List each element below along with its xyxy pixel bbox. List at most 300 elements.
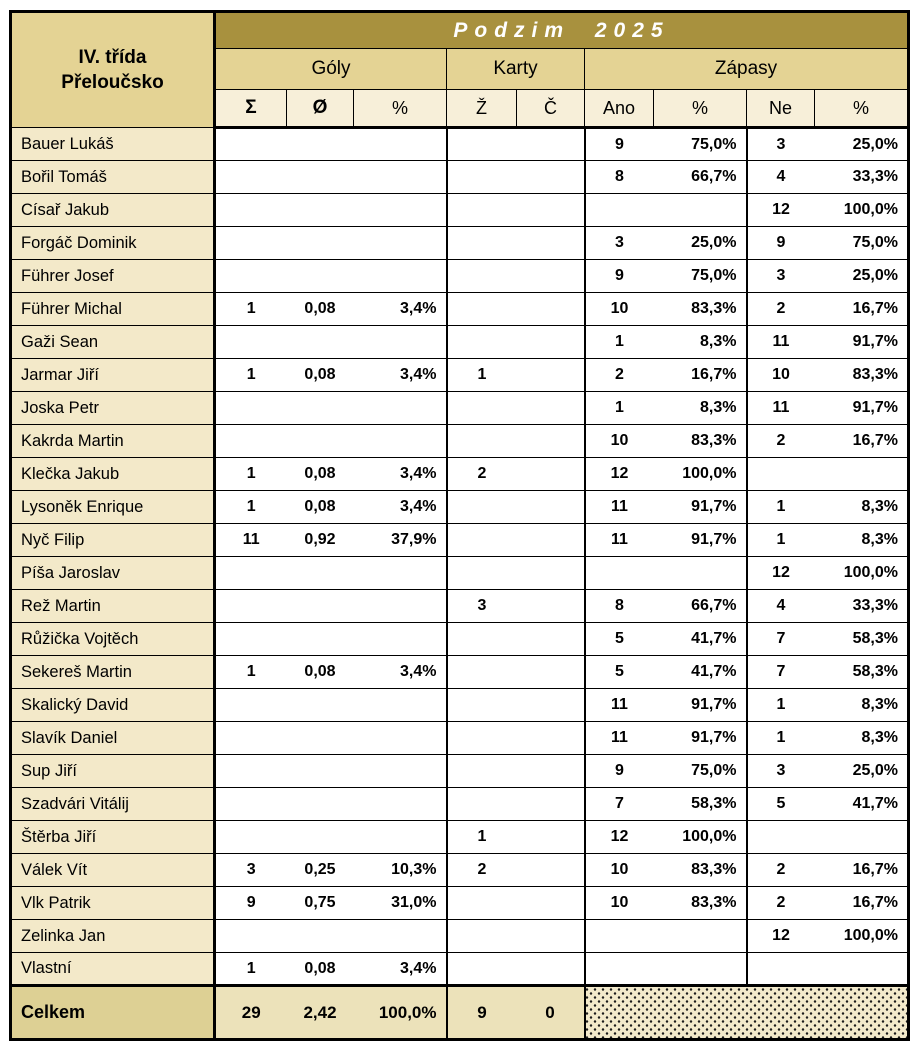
yellow-cards-cell [447,227,517,260]
totals-row [11,986,909,1040]
player-row [11,425,909,458]
red-cards-cell [517,854,585,887]
yellow-cards-cell [447,194,517,227]
yellow-cards-cell [447,491,517,524]
matches-missed-pct-cell: 100,0% [815,557,909,590]
goals-pct-cell [354,161,447,194]
matches-played-cell: 8 [585,590,654,623]
goals-pct-cell [354,623,447,656]
goals-sum-cell [215,623,287,656]
goals-avg-cell [287,821,354,854]
goals-pct-cell [354,788,447,821]
matches-missed-cell: 3 [747,755,815,788]
yellow-cards-cell: 3 [447,590,517,623]
matches-missed-cell: 12 [747,557,815,590]
goals-avg-cell [287,260,354,293]
col-goals-pct-header: % [354,90,447,128]
matches-played-cell: 11 [585,689,654,722]
goals-pct-cell [354,260,447,293]
goals-pct-cell [354,920,447,953]
red-cards-cell [517,227,585,260]
matches-played-cell: 11 [585,491,654,524]
matches-played-cell: 3 [585,227,654,260]
yellow-cards-cell: 2 [447,854,517,887]
goals-avg-cell [287,227,354,260]
matches-played-pct-cell: 83,3% [654,293,747,326]
player-name-cell: Bořil Tomáš [11,161,215,194]
goals-pct-cell [354,557,447,590]
matches-played-cell: 5 [585,656,654,689]
matches-missed-pct-cell: 91,7% [815,392,909,425]
player-row [11,920,909,953]
player-row [11,227,909,260]
player-name-cell: Szadvári Vitálij [11,788,215,821]
season-title: Podzim 2025 [215,12,909,49]
matches-played-pct-cell: 83,3% [654,425,747,458]
matches-missed-pct-cell: 16,7% [815,293,909,326]
matches-missed-cell [747,458,815,491]
red-cards-cell [517,590,585,623]
red-cards-cell [517,260,585,293]
goals-sum-cell [215,722,287,755]
matches-missed-pct-cell: 25,0% [815,128,909,161]
red-cards-cell [517,887,585,920]
goals-pct-cell: 3,4% [354,491,447,524]
player-name-cell: Válek Vít [11,854,215,887]
red-cards-cell [517,326,585,359]
matches-missed-cell: 2 [747,293,815,326]
goals-avg-cell: 0,08 [287,293,354,326]
goals-pct-cell [354,227,447,260]
matches-played-pct-cell [654,194,747,227]
goals-avg-cell [287,920,354,953]
matches-played-pct-cell: 91,7% [654,722,747,755]
matches-played-pct-cell: 25,0% [654,227,747,260]
matches-played-cell: 12 [585,458,654,491]
matches-played-cell [585,194,654,227]
goals-avg-cell: 0,75 [287,887,354,920]
matches-missed-pct-cell: 91,7% [815,326,909,359]
yellow-cards-cell [447,293,517,326]
col-red-cards-header: Č [517,90,585,128]
player-name-cell: Zelinka Jan [11,920,215,953]
yellow-cards-cell [447,788,517,821]
goals-sum-cell [215,260,287,293]
goals-sum-cell [215,920,287,953]
red-cards-cell [517,161,585,194]
yellow-cards-cell [447,260,517,293]
yellow-cards-cell [447,326,517,359]
matches-missed-pct-cell: 25,0% [815,260,909,293]
matches-missed-cell: 3 [747,260,815,293]
totals-goals-pct-cell: 100,0% [354,986,447,1040]
goals-pct-cell [354,821,447,854]
red-cards-cell [517,788,585,821]
matches-missed-pct-cell: 41,7% [815,788,909,821]
goals-pct-cell: 37,9% [354,524,447,557]
season-header-row [11,12,909,49]
goals-avg-cell [287,722,354,755]
goals-sum-cell: 1 [215,458,287,491]
goals-pct-cell: 3,4% [354,359,447,392]
goals-avg-cell [287,128,354,161]
player-row [11,854,909,887]
matches-missed-cell [747,821,815,854]
matches-played-cell [585,920,654,953]
matches-missed-pct-cell: 100,0% [815,920,909,953]
yellow-cards-cell [447,161,517,194]
goals-pct-cell [354,392,447,425]
goals-pct-cell [354,590,447,623]
matches-played-cell [585,953,654,986]
matches-played-cell: 1 [585,392,654,425]
player-name-cell: Lysoněk Enrique [11,491,215,524]
matches-missed-cell: 7 [747,623,815,656]
matches-missed-cell: 11 [747,392,815,425]
matches-missed-cell: 1 [747,524,815,557]
player-row [11,392,909,425]
matches-played-pct-cell: 75,0% [654,128,747,161]
player-row [11,326,909,359]
matches-played-cell: 12 [585,821,654,854]
group-matches-header: Zápasy [585,49,909,90]
player-name-cell: Vlastní [11,953,215,986]
red-cards-cell [517,953,585,986]
matches-played-pct-cell: 83,3% [654,854,747,887]
player-row [11,128,909,161]
player-name-cell: Růžička Vojtěch [11,623,215,656]
matches-played-pct-cell [654,557,747,590]
goals-avg-cell: 0,92 [287,524,354,557]
player-stats-table [9,10,910,1041]
yellow-cards-cell [447,425,517,458]
goals-sum-cell: 9 [215,887,287,920]
matches-missed-pct-cell [815,821,909,854]
goals-pct-cell [354,194,447,227]
goals-pct-cell: 31,0% [354,887,447,920]
matches-missed-cell: 12 [747,920,815,953]
matches-played-cell: 2 [585,359,654,392]
goals-pct-cell [354,755,447,788]
group-cards-header: Karty [447,49,585,90]
goals-avg-cell [287,194,354,227]
red-cards-cell [517,359,585,392]
red-cards-cell [517,623,585,656]
totals-red-cards-cell: 0 [517,986,585,1040]
player-name-cell: Slavík Daniel [11,722,215,755]
matches-missed-cell [747,953,815,986]
player-name-cell: Rež Martin [11,590,215,623]
col-matches-played-pct-header: % [654,90,747,128]
goals-pct-cell [354,722,447,755]
matches-missed-pct-cell [815,953,909,986]
player-name-cell: Klečka Jakub [11,458,215,491]
goals-pct-cell: 3,4% [354,293,447,326]
goals-pct-cell [354,425,447,458]
yellow-cards-cell [447,920,517,953]
goals-sum-cell [215,128,287,161]
player-row [11,656,909,689]
goals-sum-cell: 1 [215,953,287,986]
player-row [11,491,909,524]
yellow-cards-cell [447,524,517,557]
yellow-cards-cell [447,128,517,161]
matches-played-cell: 11 [585,722,654,755]
matches-missed-cell: 10 [747,359,815,392]
player-name-cell: Skalický David [11,689,215,722]
league-title-line2: Přeloučsko [61,72,164,93]
player-name-cell: Jarmar Jiří [11,359,215,392]
goals-avg-cell [287,755,354,788]
red-cards-cell [517,722,585,755]
matches-played-pct-cell: 75,0% [654,755,747,788]
goals-avg-cell [287,689,354,722]
matches-missed-pct-cell: 100,0% [815,194,909,227]
goals-pct-cell: 3,4% [354,458,447,491]
goals-sum-cell [215,689,287,722]
yellow-cards-cell [447,392,517,425]
matches-played-pct-cell: 8,3% [654,326,747,359]
matches-missed-pct-cell: 75,0% [815,227,909,260]
matches-missed-cell: 3 [747,128,815,161]
matches-played-cell: 10 [585,854,654,887]
matches-played-cell: 5 [585,623,654,656]
matches-played-pct-cell: 8,3% [654,392,747,425]
goals-sum-cell: 1 [215,359,287,392]
player-name-cell: Forgáč Dominik [11,227,215,260]
goals-avg-cell [287,590,354,623]
goals-sum-cell [215,557,287,590]
player-name-cell: Kakrda Martin [11,425,215,458]
matches-played-cell: 10 [585,293,654,326]
goals-sum-cell [215,821,287,854]
yellow-cards-cell [447,953,517,986]
goals-pct-cell: 3,4% [354,953,447,986]
red-cards-cell [517,458,585,491]
yellow-cards-cell: 2 [447,458,517,491]
red-cards-cell [517,128,585,161]
goals-sum-cell [215,788,287,821]
player-row [11,161,909,194]
matches-missed-cell: 5 [747,788,815,821]
red-cards-cell [517,524,585,557]
goals-pct-cell: 10,3% [354,854,447,887]
yellow-cards-cell: 1 [447,821,517,854]
matches-played-cell: 1 [585,326,654,359]
yellow-cards-cell [447,623,517,656]
matches-missed-cell: 2 [747,854,815,887]
goals-pct-cell [354,326,447,359]
red-cards-cell [517,425,585,458]
matches-played-cell: 10 [585,425,654,458]
matches-missed-pct-cell: 25,0% [815,755,909,788]
yellow-cards-cell: 1 [447,359,517,392]
matches-played-pct-cell [654,953,747,986]
matches-missed-pct-cell: 16,7% [815,425,909,458]
goals-avg-cell: 0,08 [287,491,354,524]
player-name-cell: Sekereš Martin [11,656,215,689]
player-row [11,293,909,326]
matches-missed-cell: 11 [747,326,815,359]
red-cards-cell [517,293,585,326]
col-goals-sum-header: Σ [215,90,287,128]
matches-played-cell: 10 [585,887,654,920]
player-name-cell: Píša Jaroslav [11,557,215,590]
matches-missed-pct-cell: 8,3% [815,524,909,557]
matches-missed-pct-cell: 8,3% [815,722,909,755]
matches-played-pct-cell: 58,3% [654,788,747,821]
matches-missed-pct-cell: 33,3% [815,161,909,194]
col-matches-played-header: Ano [585,90,654,128]
matches-missed-cell: 12 [747,194,815,227]
player-name-cell: Štěrba Jiří [11,821,215,854]
red-cards-cell [517,194,585,227]
matches-played-pct-cell: 91,7% [654,689,747,722]
totals-yellow-cards-cell: 9 [447,986,517,1040]
goals-avg-cell: 0,08 [287,953,354,986]
matches-missed-pct-cell: 58,3% [815,656,909,689]
goals-avg-cell [287,161,354,194]
matches-played-pct-cell: 83,3% [654,887,747,920]
matches-missed-cell: 4 [747,161,815,194]
matches-missed-pct-cell: 58,3% [815,623,909,656]
league-title-line1: IV. třída [78,46,147,68]
matches-played-cell [585,557,654,590]
red-cards-cell [517,392,585,425]
player-name-cell: Gaži Sean [11,326,215,359]
col-yellow-cards-header: Ž [447,90,517,128]
matches-played-cell: 7 [585,788,654,821]
matches-played-pct-cell: 66,7% [654,590,747,623]
matches-missed-cell: 7 [747,656,815,689]
red-cards-cell [517,557,585,590]
matches-missed-cell: 4 [747,590,815,623]
red-cards-cell [517,821,585,854]
player-row [11,524,909,557]
player-name-cell: Führer Michal [11,293,215,326]
matches-played-pct-cell: 100,0% [654,821,747,854]
player-name-cell: Bauer Lukáš [11,128,215,161]
red-cards-cell [517,755,585,788]
matches-played-pct-cell: 75,0% [654,260,747,293]
matches-played-cell: 8 [585,161,654,194]
player-name-cell: Joska Petr [11,392,215,425]
matches-played-cell: 9 [585,260,654,293]
yellow-cards-cell [447,656,517,689]
goals-sum-cell [215,392,287,425]
player-row [11,887,909,920]
player-row [11,788,909,821]
matches-played-pct-cell: 91,7% [654,524,747,557]
player-row [11,194,909,227]
yellow-cards-cell [447,557,517,590]
matches-missed-pct-cell: 16,7% [815,854,909,887]
yellow-cards-cell [447,689,517,722]
group-goals-header: Góly [215,49,447,90]
matches-played-pct-cell: 91,7% [654,491,747,524]
player-row [11,359,909,392]
goals-avg-cell [287,788,354,821]
goals-sum-cell: 1 [215,656,287,689]
matches-missed-pct-cell: 8,3% [815,689,909,722]
yellow-cards-cell [447,755,517,788]
red-cards-cell [517,656,585,689]
col-matches-missed-pct-header: % [815,90,909,128]
player-row [11,821,909,854]
matches-missed-cell: 1 [747,689,815,722]
goals-pct-cell [354,689,447,722]
player-name-cell: Nyč Filip [11,524,215,557]
matches-played-pct-cell: 16,7% [654,359,747,392]
goals-sum-cell [215,590,287,623]
player-row [11,260,909,293]
player-name-cell: Císař Jakub [11,194,215,227]
goals-sum-cell [215,194,287,227]
matches-played-cell: 9 [585,755,654,788]
matches-played-cell: 9 [585,128,654,161]
matches-played-pct-cell: 66,7% [654,161,747,194]
totals-goals-avg-cell: 2,42 [287,986,354,1040]
matches-missed-cell: 1 [747,722,815,755]
goals-avg-cell [287,425,354,458]
goals-sum-cell [215,227,287,260]
player-name-cell: Sup Jiří [11,755,215,788]
goals-pct-cell [354,128,447,161]
player-row [11,722,909,755]
goals-pct-cell: 3,4% [354,656,447,689]
player-name-cell: Vlk Patrik [11,887,215,920]
matches-missed-cell: 9 [747,227,815,260]
goals-avg-cell [287,326,354,359]
goals-sum-cell: 1 [215,491,287,524]
goals-avg-cell [287,623,354,656]
player-row [11,623,909,656]
col-goals-avg-header: Ø [287,90,354,128]
red-cards-cell [517,689,585,722]
yellow-cards-cell [447,722,517,755]
goals-avg-cell: 0,08 [287,656,354,689]
goals-avg-cell: 0,08 [287,458,354,491]
player-row [11,590,909,623]
matches-missed-cell: 2 [747,425,815,458]
matches-missed-cell: 2 [747,887,815,920]
league-title-cell [11,12,215,128]
matches-played-pct-cell: 100,0% [654,458,747,491]
red-cards-cell [517,491,585,524]
matches-missed-pct-cell: 8,3% [815,491,909,524]
totals-label-cell: Celkem [11,986,215,1040]
goals-sum-cell [215,425,287,458]
matches-missed-pct-cell [815,458,909,491]
goals-avg-cell: 0,25 [287,854,354,887]
goals-avg-cell [287,392,354,425]
totals-matches-hatched-cell [585,986,909,1040]
goals-sum-cell [215,326,287,359]
goals-avg-cell [287,557,354,590]
goals-sum-cell: 1 [215,293,287,326]
player-row [11,458,909,491]
matches-played-pct-cell [654,920,747,953]
player-row [11,557,909,590]
players-body [11,128,909,986]
player-row [11,953,909,986]
totals-goals-sum-cell: 29 [215,986,287,1040]
player-row [11,755,909,788]
red-cards-cell [517,920,585,953]
matches-played-pct-cell: 41,7% [654,656,747,689]
player-name-cell: Führer Josef [11,260,215,293]
goals-sum-cell [215,755,287,788]
